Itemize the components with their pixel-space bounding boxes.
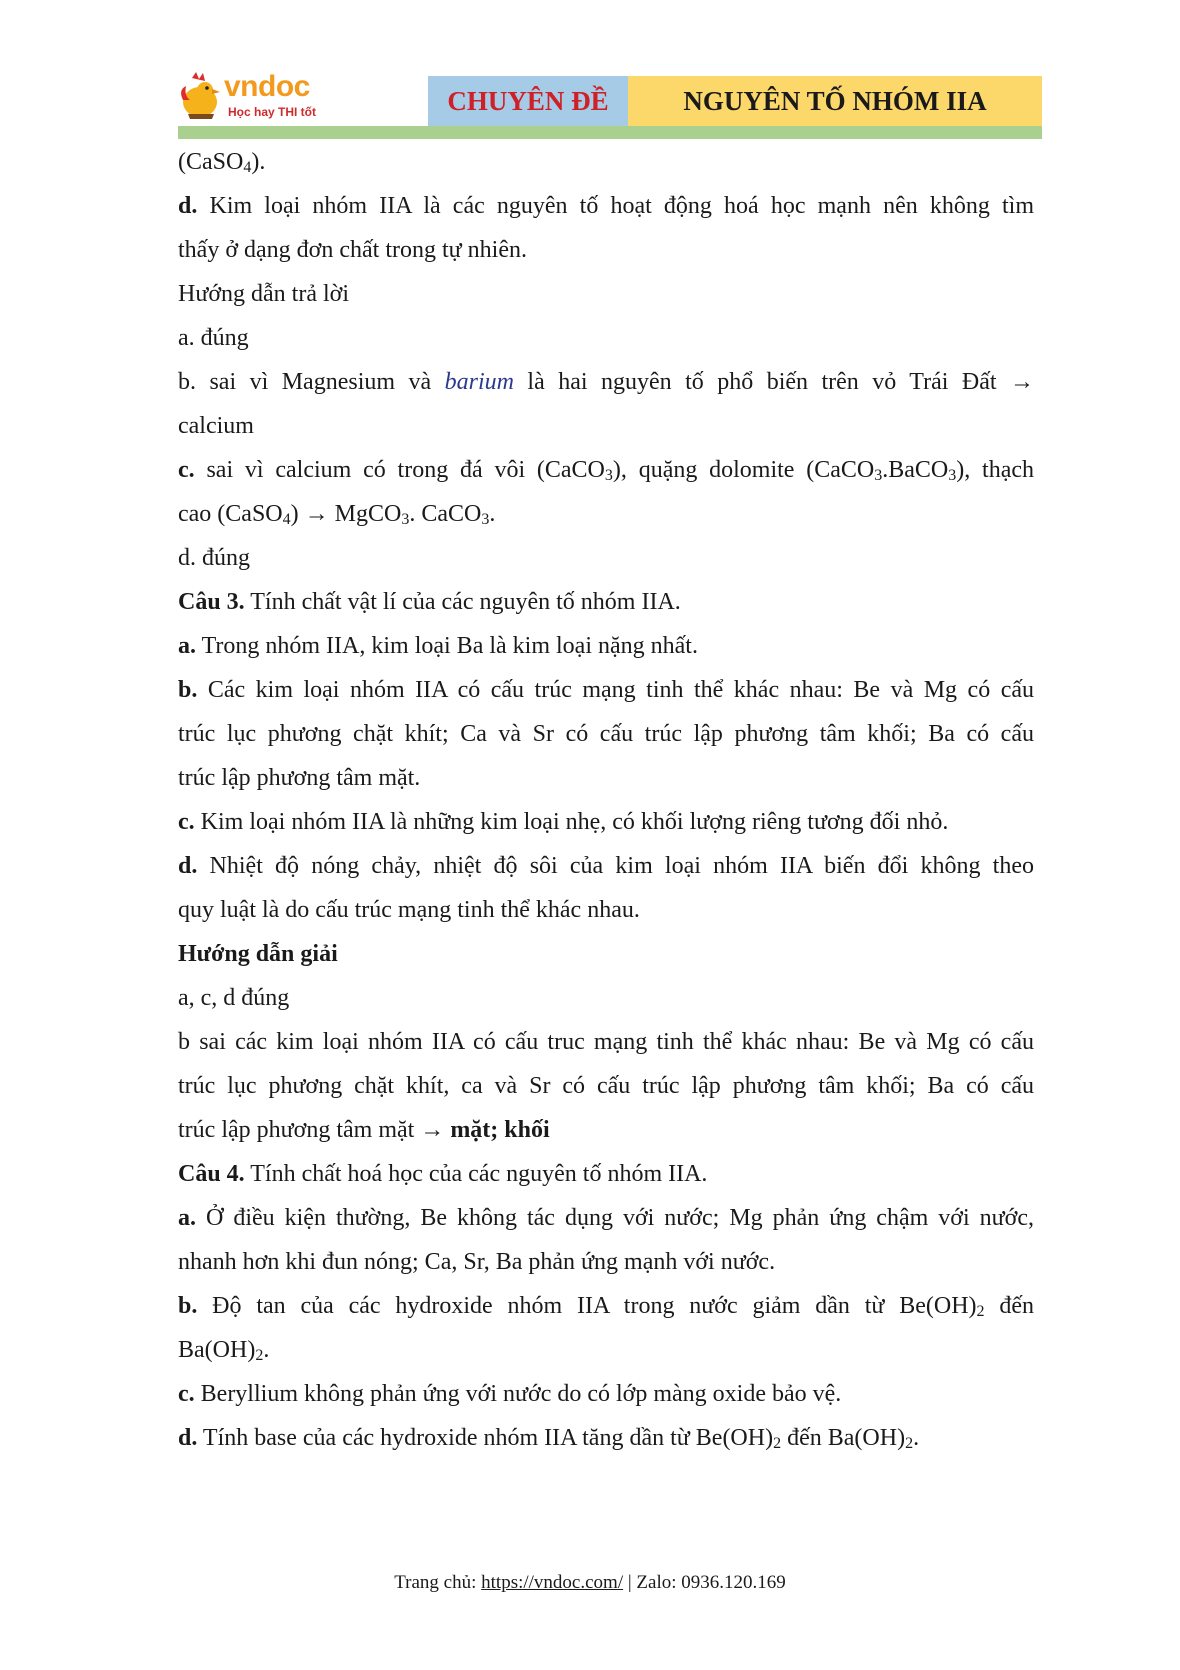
option-b: b. Các kim loại nhóm IIA có cấu trúc mạng tinh thể khác nhau: Be và Mg có cấu — [178, 677, 1034, 703]
text-line: thấy ở dạng đơn chất trong tự nhiên. — [178, 237, 527, 263]
rooster-icon — [178, 72, 226, 122]
option-c: c. Beryllium không phản ứng với nước do có lớp màng oxide bảo vệ. — [178, 1381, 842, 1407]
vndoc-logo[interactable] — [178, 72, 338, 126]
text-line: (CaSO$_4$). — [178, 149, 266, 176]
question-4-title: Câu 4. Tính chất hoá học của các nguyên tố nhóm IIA. — [178, 1161, 708, 1187]
answer-line: b. sai vì Magnesium và barium là hai nguyên tố phổ biến trên vỏ Trái Đất → — [178, 369, 1034, 395]
option-d: d. Nhiệt độ nóng chảy, nhiệt độ sôi của kim loại nhóm IIA biến đổi không theo — [178, 853, 1034, 879]
page-header — [178, 70, 1042, 142]
solution-line: a, c, d đúng — [178, 985, 290, 1011]
text-line: nhanh hơn khi đun nóng; Ca, Sr, Ba phản ứng mạnh với nước. — [178, 1249, 776, 1275]
homepage-link[interactable]: https://vndoc.com/ — [481, 1572, 624, 1593]
option-a: a. Trong nhóm IIA, kim loại Ba là kim loại nặng nhất. — [178, 633, 698, 659]
logo-wordmark: vndoc — [224, 70, 310, 103]
option-d: d. Kim loại nhóm IIA là các nguyên tố hoạt động hoá học mạnh nên không tìm — [178, 193, 1034, 219]
logo-tagline: Học hay THI tốt — [228, 105, 317, 119]
footer-prefix: Trang chủ: — [394, 1572, 482, 1593]
text-line: quy luật là do cấu trúc mạng tinh thể khác nhau. — [178, 897, 640, 923]
footer-contact: | Zalo: 0936.120.169 — [623, 1572, 786, 1593]
answer-line: a. đúng — [178, 325, 249, 351]
option-b: b. Độ tan của các hydroxide nhóm IIA trong nước giảm dần từ $Be(OH)_2$ đến — [178, 1293, 1035, 1320]
question-3-title: Câu 3. Tính chất vật lí của các nguyên tố nhóm IIA. — [178, 589, 681, 615]
answer-line: cao (CaSO$_4$) → MgCO$_3$. CaCO$_3$. — [178, 501, 496, 528]
solution-line: b sai các kim loại nhóm IIA có cấu truc mạng tinh thể khác nhau: Be và Mg có cấu — [178, 1029, 1034, 1055]
option-c: c. Kim loại nhóm IIA là những kim loại nhẹ, có khối lượng riêng tương đối nhỏ. — [178, 809, 949, 835]
topic-title: NGUYÊN TỐ NHÓM IIA — [628, 76, 1042, 126]
series-label: CHUYÊN ĐỀ — [428, 76, 628, 126]
solution-heading: Hướng dẫn giải — [178, 941, 338, 967]
answer-line: calcium — [178, 413, 254, 439]
answer-line: d. đúng — [178, 545, 250, 571]
option-d: d. Tính base của các hydroxide nhóm IIA tăng dần từ $Be(OH)_2$ đến $Ba(OH)_2$. — [178, 1425, 920, 1452]
text-line: trúc lục phương chặt khít; Ca và Sr có cấu trúc lập phương tâm khối; Ba có cấu — [178, 721, 1034, 747]
document-body — [178, 140, 1034, 1460]
text-line: trúc lập phương tâm mặt. — [178, 765, 421, 791]
text-line: $Ba(OH)_2$. — [178, 1337, 270, 1364]
solution-line: trúc lục phương chặt khít, ca và Sr có cấu trúc lập phương tâm khối; Ba có cấu — [178, 1073, 1034, 1099]
solution-line: trúc lập phương tâm mặt → mặt; khối — [178, 1117, 550, 1143]
page-footer — [0, 1572, 1180, 1594]
option-a: a. Ở điều kiện thường, Be không tác dụng với nước; Mg phản ứng chậm với nước, — [178, 1205, 1034, 1231]
answer-line: c. sai vì calcium có trong đá vôi (CaCO$_3$), quặng dolomite (CaCO$_3$.BaCO$_3$), thạch — [178, 457, 1035, 484]
answer-heading: Hướng dẫn trả lời — [178, 281, 350, 307]
header-divider — [178, 126, 1042, 139]
